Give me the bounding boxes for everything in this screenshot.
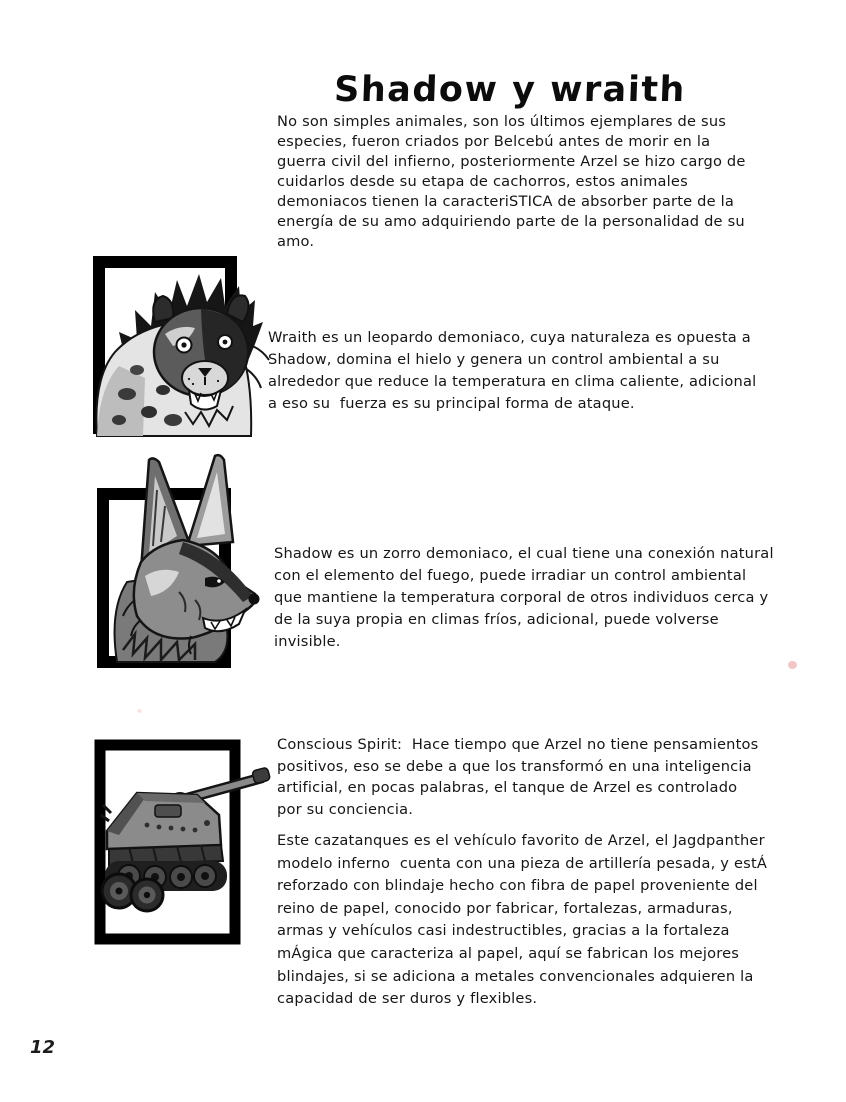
page-title: Shadow y wraith [333,70,687,110]
tank-drawing-icon [85,735,285,950]
shadow-paragraph: Shadow es un zorro demoniaco, el cual tiene una conexión natural con el elemento del fuego, puede irradiar un control ambiental que mantiene la temperatura corporal de otros individuos cerca y de la suya propia en climas fríos, adicional, puede volverse invisible. [274,545,779,650]
conscious-spirit-paragraph: Conscious Spirit: Hace tiempo que Arzel no tiene pensamientos positivos, eso se debe a que los transformó en una inteligencia artificial, en pocas palabras, el tanque de Arzel es controlado por su conciencia. [277,736,764,818]
leopard-drawing-icon [85,248,290,443]
tank-description-paragraph: Este cazatanques es el vehículo favorito de Arzel, el Jagdpanther modelo inferno cuenta con una pieza de artillería pesada, y estÁ reforzado con blindaje hecho con fibra de papel proveniente del reino de papel, conocido por fabricar, fortalezas, armaduras, armas y vehículos casi indestructibles, gracias a la fortaleza mÁgica que caracteriza al papel, aquí se fabrican los mejores blindajes, si se adiciona a metales convencionales adquieren la capacidad de ser duros y flexibles. [277,832,772,1008]
scan-artifact-dot [788,661,797,669]
scan-artifact-dot [137,709,142,713]
wraith-paragraph: Wraith es un leopardo demoniaco, cuya naturaleza es opuesta a Shadow, domina el hielo y genera un control ambiental a su alrededor que reduce la temperatura en clima caliente, adicional a eso su fuerza es su principal forma de ataque. [268,329,762,412]
shadow-fox-illustration [83,450,278,678]
intro-paragraph: No son simples animales, son los últimos ejemplares de sus especies, fueron criados por Belcebú antes de morir en la guerra civil del infierno, posteriormente Arzel se hizo cargo de cuidarlos desde su etapa de cachorros, estos animales demoniacos tienen la caracteriSTICA de absorber parte de la energía de su amo adquiriendo parte de la personalidad de su amo. [277,113,751,250]
jagdpanther-tank-illustration [85,735,285,950]
page-number: 12 [30,1037,56,1058]
wraith-leopard-illustration [85,248,290,443]
fox-drawing-icon [83,450,278,678]
